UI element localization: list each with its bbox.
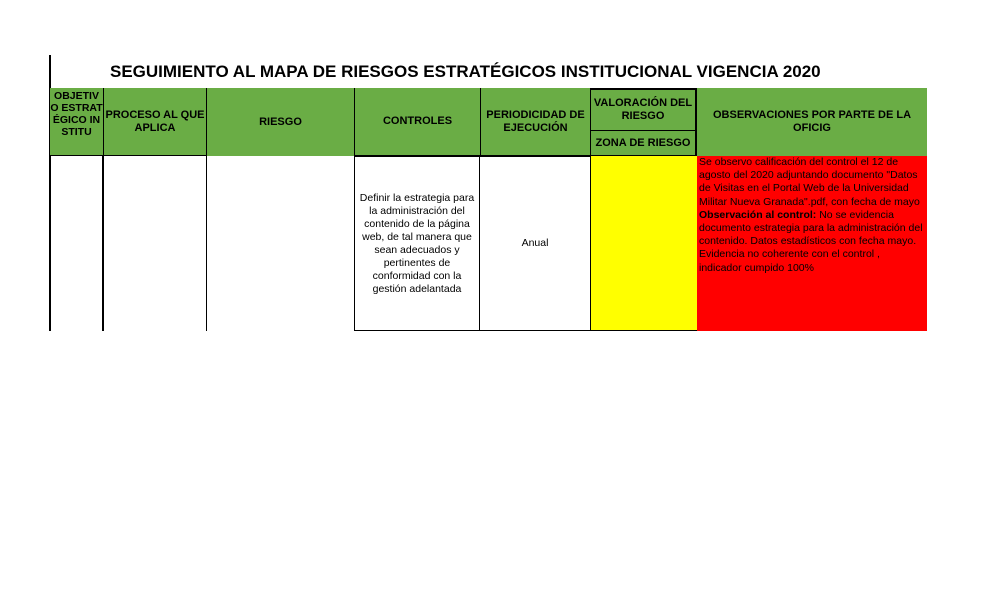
observation-label: Observación al control:: [699, 208, 817, 221]
header-riesgo: [207, 88, 354, 156]
header-objetivo: [50, 88, 104, 156]
observation-paragraph-3: Evidencia no coherente con el control , indicador cumpido 100%: [699, 248, 880, 274]
header-valoracion-label: VALORACIÓN DEL RIESGO: [593, 97, 693, 122]
header-controles: [354, 88, 480, 156]
header-observaciones: [697, 88, 927, 156]
cell-proceso: [104, 156, 207, 331]
header-zona: [590, 131, 697, 156]
cell-periodicidad: [479, 156, 591, 331]
cell-riesgo: [207, 156, 354, 331]
cell-controles: [354, 156, 480, 331]
cell-objetivo: [50, 156, 104, 331]
header-periodicidad-label: PERIODICIDAD DE EJECUCIÓN: [486, 108, 585, 134]
header-zona-label: ZONA DE RIESGO: [595, 136, 691, 149]
cell-zona-riesgo: [591, 156, 697, 331]
header-proceso-label: PROCESO AL QUE APLICA: [105, 108, 205, 134]
cell-periodicidad-text: Anual: [521, 237, 549, 249]
cell-controles-text: Definir la estrategia para la administración del contenido de la página web, de tal manera que sean adecuados y pertinentes de conformidad con la gestión adelantada: [359, 191, 475, 295]
header-valoracion: [590, 88, 697, 131]
observation-paragraph-2: [699, 209, 925, 249]
header-riesgo-label: RIESGO: [259, 115, 302, 128]
header-observaciones-label: OBSERVACIONES POR PARTE DE LA OFICIG: [712, 109, 912, 134]
page-title: SEGUIMIENTO AL MAPA DE RIESGOS ESTRATÉGICOS INSTITUCIONAL VIGENCIA 2020: [110, 62, 821, 81]
observation-paragraph-1: Se observo calificación del control el 12 de agosto del 2020 adjuntando documento "Datos de Visitas en el Portal Web de la Universidad Militar Nueva Granada".pdf, con fecha de mayo: [699, 156, 920, 208]
header-proceso: [104, 88, 207, 156]
cell-observaciones: [697, 156, 927, 331]
header-objetivo-label: OBJETIVO ESTRATÉGICO INSTITU: [50, 90, 103, 138]
header-controles-label: CONTROLES: [382, 115, 453, 127]
header-periodicidad: [480, 88, 590, 156]
observation-text: No se evidencia documento estrategia para la administración del contenido. Datos estadísticos con fecha mayo.: [699, 208, 923, 248]
